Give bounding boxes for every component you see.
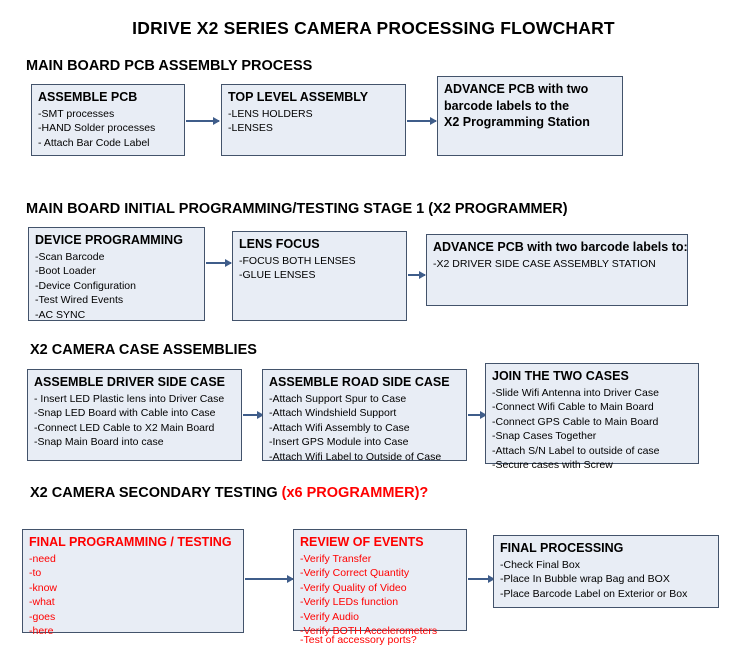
box-line: -HAND Solder processes [38, 122, 156, 135]
section-heading-2 [26, 201, 568, 217]
section-heading-1-text: MAIN BOARD PCB ASSEMBLY PROCESS [26, 58, 313, 74]
section-heading-4 [30, 485, 428, 501]
box-line: -goes [29, 610, 56, 623]
box-line: -Connect Wifi Cable to Main Board [492, 401, 654, 414]
box-line: -know [29, 581, 58, 594]
box-device-programming [28, 227, 205, 321]
box-line: - Attach Bar Code Label [38, 136, 150, 149]
box-line: X2 Programming Station [444, 115, 590, 130]
box-line: -SMT processes [38, 107, 115, 120]
box-line: -Slide Wifi Antenna into Driver Case [492, 386, 659, 399]
section-heading-3 [30, 342, 257, 358]
box-line: -FOCUS BOTH LENSES [239, 254, 356, 267]
box-line: -Attach Wifi Assembly to Case [269, 421, 410, 434]
box-final-processing [493, 535, 719, 608]
box-title: LENS FOCUS [239, 237, 320, 251]
box-line: -what [29, 596, 55, 609]
section-heading-1 [26, 58, 312, 74]
arrow-4-2 [468, 578, 494, 580]
box-line: -Place In Bubble wrap Bag and BOX [500, 573, 670, 586]
arrow-1-1 [186, 120, 219, 122]
box-line: -to [29, 567, 42, 580]
box-title: JOIN THE TWO CASES [492, 369, 629, 383]
box-assemble-road-side-case [262, 369, 467, 461]
box-line: -AC SYNC [35, 308, 86, 321]
box-title: REVIEW OF EVENTS [300, 535, 424, 549]
box-final-programming-testing [22, 529, 244, 638]
box-title: ADVANCE PCB with two barcode labels to: [433, 240, 688, 254]
box-line-overflow: -Test of accessory ports? [300, 634, 417, 646]
box-assemble-pcb [31, 84, 185, 156]
box-line: -Verify LEDs function [300, 596, 399, 609]
box-line: -Attach S/N Label to outside of case [492, 444, 660, 457]
box-top-level-assembly [221, 84, 406, 156]
box-line: -Verify Correct Quantity [300, 567, 410, 580]
box-title: DEVICE PROGRAMMING [35, 233, 183, 247]
box-assemble-driver-side-case [27, 369, 242, 461]
box-lens-focus [232, 231, 407, 321]
box-line: -Attach Windshield Support [269, 407, 397, 420]
box-title: ASSEMBLE PCB [38, 90, 138, 104]
section-heading-4-suffix: (x6 PROGRAMMER)? [281, 485, 429, 501]
box-line: -here [29, 625, 54, 638]
box-line: -Device Configuration [35, 279, 136, 292]
box-line: -X2 DRIVER SIDE CASE ASSEMBLY STATION [433, 257, 656, 270]
page-title: IDRIVE X2 SERIES CAMERA PROCESSING FLOWCHART [132, 18, 615, 38]
box-review-of-events [293, 529, 467, 646]
arrow-3-1 [243, 414, 263, 416]
box-line: -Snap Main Board into case [34, 436, 164, 449]
box-line: barcode labels to the [444, 98, 570, 113]
box-line: -Attach Wifi Label to Outside of Case [269, 450, 442, 463]
box-line: -Secure cases with Screw [492, 459, 613, 472]
box-line: -Scan Barcode [35, 250, 105, 263]
arrow-2-1 [206, 262, 231, 264]
box-line: -Check Final Box [500, 558, 580, 571]
box-line: -need [29, 552, 56, 565]
arrow-1-2 [407, 120, 436, 122]
box-title: ASSEMBLE DRIVER SIDE CASE [34, 375, 226, 389]
box-line: -Insert GPS Module into Case [269, 436, 409, 449]
section-heading-4-text: X2 CAMERA SECONDARY TESTING [30, 485, 282, 501]
box-line: -LENS HOLDERS [228, 107, 313, 120]
box-line: -Verify Transfer [300, 552, 372, 565]
box-line: -Attach Support Spur to Case [269, 392, 407, 405]
box-join-the-two-cases [485, 363, 699, 472]
section-heading-3-text: X2 CAMERA CASE ASSEMBLIES [30, 342, 257, 358]
box-line: -Connect LED Cable to X2 Main Board [34, 421, 215, 434]
box-advance-pcb-driver-side [426, 234, 688, 306]
box-title: ADVANCE PCB with two [444, 82, 589, 96]
box-line: -Verify Audio [300, 610, 359, 623]
box-title: FINAL PROGRAMMING / TESTING [29, 535, 232, 549]
box-line: -Boot Loader [35, 265, 96, 278]
arrow-4-1 [245, 578, 293, 580]
section-heading-2-text: MAIN BOARD INITIAL PROGRAMMING/TESTING STAGE 1 (X2 PROGRAMMER) [26, 201, 568, 217]
box-line: -Place Barcode Label on Exterior or Box [500, 587, 688, 600]
box-advance-pcb-programming-station [437, 76, 623, 156]
box-title: FINAL PROCESSING [500, 541, 624, 555]
arrow-3-2 [468, 414, 486, 416]
box-line: -Snap Cases Together [492, 430, 597, 443]
box-line: -LENSES [228, 122, 273, 135]
box-title: TOP LEVEL ASSEMBLY [228, 90, 369, 104]
box-line: -GLUE LENSES [239, 269, 316, 282]
box-line: -Snap LED Board with Cable into Case [34, 407, 216, 420]
box-line: - Insert LED Plastic lens into Driver Case [34, 392, 225, 405]
box-line: -Verify BOTH Accelerometers [300, 625, 438, 638]
box-line: -Verify Quality of Video [300, 581, 407, 594]
arrow-2-2 [408, 274, 425, 276]
box-line: -Test Wired Events [35, 294, 124, 307]
box-title: ASSEMBLE ROAD SIDE CASE [269, 375, 450, 389]
box-line: -Connect GPS Cable to Main Board [492, 415, 659, 428]
